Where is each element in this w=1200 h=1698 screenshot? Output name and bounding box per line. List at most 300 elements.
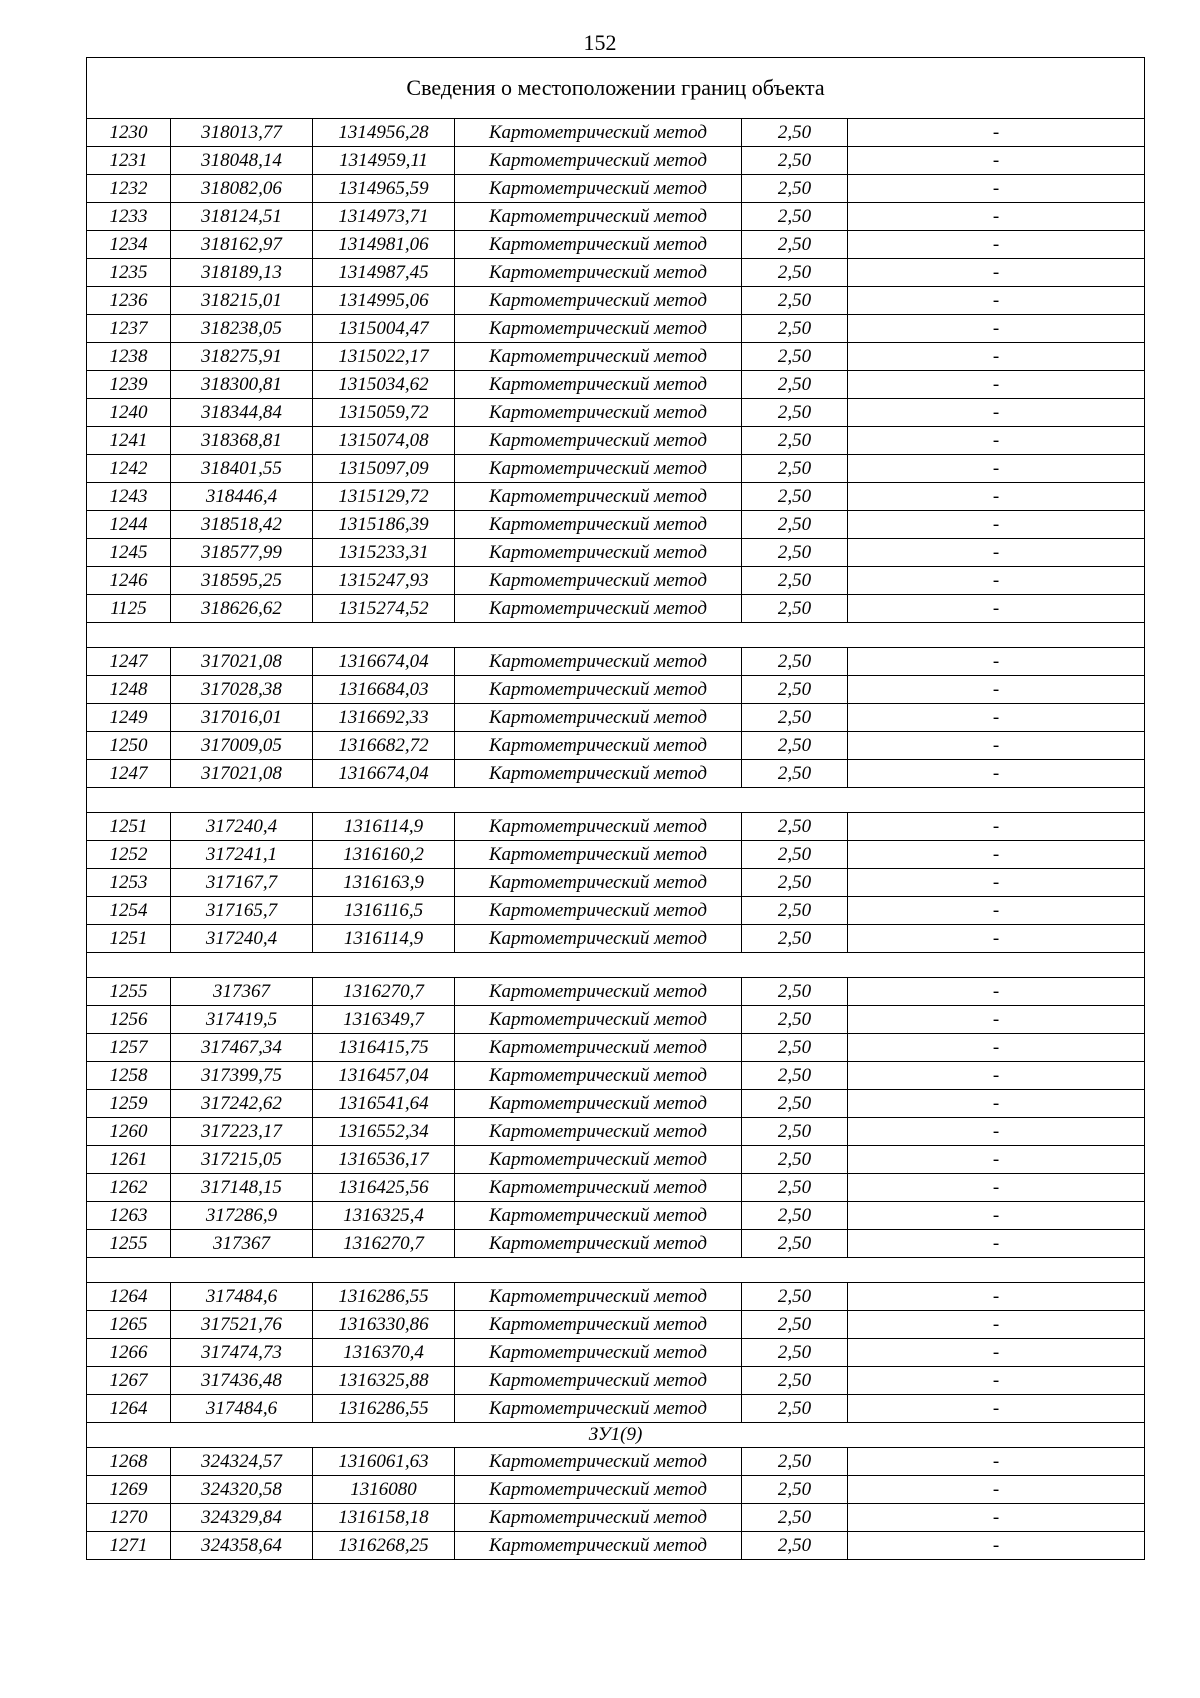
- y-coordinate-cell: 1315097,09: [313, 455, 455, 483]
- x-coordinate-cell: 318626,62: [171, 595, 313, 623]
- x-coordinate-cell: 318215,01: [171, 287, 313, 315]
- method-cell: Картометрический метод: [455, 1283, 742, 1311]
- description-cell: -: [848, 1174, 1145, 1202]
- method-cell: Картометрический метод: [455, 1174, 742, 1202]
- x-coordinate-cell: 317419,5: [171, 1006, 313, 1034]
- table-row: [87, 760, 1145, 788]
- y-coordinate-cell: 1316457,04: [313, 1062, 455, 1090]
- x-coordinate-cell: 318124,51: [171, 203, 313, 231]
- separator-row: [87, 623, 1145, 648]
- accuracy-cell: 2,50: [742, 841, 848, 869]
- accuracy-cell: 2,50: [742, 287, 848, 315]
- separator-cell: [87, 1258, 1145, 1283]
- x-coordinate-cell: 317399,75: [171, 1062, 313, 1090]
- table-row: [87, 343, 1145, 371]
- table-row: [87, 978, 1145, 1006]
- accuracy-cell: 2,50: [742, 315, 848, 343]
- accuracy-cell: 2,50: [742, 483, 848, 511]
- table-row: [87, 259, 1145, 287]
- x-coordinate-cell: 317484,6: [171, 1395, 313, 1423]
- accuracy-cell: 2,50: [742, 1006, 848, 1034]
- point-number-cell: 1255: [87, 978, 171, 1006]
- point-number-cell: 1270: [87, 1504, 171, 1532]
- point-number-cell: 1271: [87, 1532, 171, 1560]
- accuracy-cell: 2,50: [742, 676, 848, 704]
- point-number-cell: 1243: [87, 483, 171, 511]
- accuracy-cell: 2,50: [742, 1146, 848, 1174]
- method-cell: Картометрический метод: [455, 760, 742, 788]
- accuracy-cell: 2,50: [742, 595, 848, 623]
- y-coordinate-cell: 1316325,88: [313, 1367, 455, 1395]
- method-cell: Картометрический метод: [455, 175, 742, 203]
- accuracy-cell: 2,50: [742, 1174, 848, 1202]
- point-number-cell: 1251: [87, 925, 171, 953]
- y-coordinate-cell: 1316114,9: [313, 925, 455, 953]
- accuracy-cell: 2,50: [742, 1034, 848, 1062]
- accuracy-cell: 2,50: [742, 1090, 848, 1118]
- table-row: [87, 676, 1145, 704]
- accuracy-cell: 2,50: [742, 231, 848, 259]
- y-coordinate-cell: 1316684,03: [313, 676, 455, 704]
- point-number-cell: 1250: [87, 732, 171, 760]
- accuracy-cell: 2,50: [742, 704, 848, 732]
- accuracy-cell: 2,50: [742, 732, 848, 760]
- x-coordinate-cell: 317028,38: [171, 676, 313, 704]
- table-row: [87, 869, 1145, 897]
- method-cell: Картометрический метод: [455, 732, 742, 760]
- method-cell: Картометрический метод: [455, 1448, 742, 1476]
- y-coordinate-cell: 1316270,7: [313, 978, 455, 1006]
- description-cell: -: [848, 704, 1145, 732]
- point-number-cell: 1246: [87, 567, 171, 595]
- y-coordinate-cell: 1316541,64: [313, 1090, 455, 1118]
- description-cell: -: [848, 483, 1145, 511]
- x-coordinate-cell: 318189,13: [171, 259, 313, 287]
- accuracy-cell: 2,50: [742, 1339, 848, 1367]
- table-row: [87, 595, 1145, 623]
- point-number-cell: 1255: [87, 1230, 171, 1258]
- accuracy-cell: 2,50: [742, 343, 848, 371]
- x-coordinate-cell: 317165,7: [171, 897, 313, 925]
- accuracy-cell: 2,50: [742, 925, 848, 953]
- method-cell: Картометрический метод: [455, 119, 742, 147]
- x-coordinate-cell: 317521,76: [171, 1311, 313, 1339]
- point-number-cell: 1231: [87, 147, 171, 175]
- table-row: [87, 231, 1145, 259]
- description-cell: -: [848, 1202, 1145, 1230]
- page-number: 152: [583, 30, 617, 55]
- table-row: [87, 399, 1145, 427]
- method-cell: Картометрический метод: [455, 978, 742, 1006]
- method-cell: Картометрический метод: [455, 483, 742, 511]
- description-cell: -: [848, 567, 1145, 595]
- method-cell: Картометрический метод: [455, 511, 742, 539]
- description-cell: -: [848, 1118, 1145, 1146]
- method-cell: Картометрический метод: [455, 813, 742, 841]
- x-coordinate-cell: 318082,06: [171, 175, 313, 203]
- y-coordinate-cell: 1316160,2: [313, 841, 455, 869]
- y-coordinate-cell: 1316270,7: [313, 1230, 455, 1258]
- method-cell: Картометрический метод: [455, 704, 742, 732]
- method-cell: Картометрический метод: [455, 1532, 742, 1560]
- point-number-cell: 1235: [87, 259, 171, 287]
- description-cell: -: [848, 1476, 1145, 1504]
- accuracy-cell: 2,50: [742, 1395, 848, 1423]
- table-title-row: [87, 58, 1145, 119]
- method-cell: Картометрический метод: [455, 595, 742, 623]
- table-row: [87, 1283, 1145, 1311]
- accuracy-cell: 2,50: [742, 1448, 848, 1476]
- x-coordinate-cell: 324329,84: [171, 1504, 313, 1532]
- table-row: [87, 287, 1145, 315]
- x-coordinate-cell: 318518,42: [171, 511, 313, 539]
- x-coordinate-cell: 317474,73: [171, 1339, 313, 1367]
- y-coordinate-cell: 1316682,72: [313, 732, 455, 760]
- boundary-coordinates-table: [86, 57, 1145, 1560]
- table-row: [87, 1202, 1145, 1230]
- description-cell: -: [848, 259, 1145, 287]
- description-cell: -: [848, 287, 1145, 315]
- description-cell: -: [848, 1283, 1145, 1311]
- description-cell: -: [848, 175, 1145, 203]
- y-coordinate-cell: 1315186,39: [313, 511, 455, 539]
- description-cell: -: [848, 1034, 1145, 1062]
- table-row: [87, 119, 1145, 147]
- x-coordinate-cell: 317021,08: [171, 648, 313, 676]
- table-row: [87, 1230, 1145, 1258]
- table-row: [87, 1367, 1145, 1395]
- table-row: [87, 1504, 1145, 1532]
- point-number-cell: 1268: [87, 1448, 171, 1476]
- y-coordinate-cell: 1315233,31: [313, 539, 455, 567]
- point-number-cell: 1264: [87, 1283, 171, 1311]
- accuracy-cell: 2,50: [742, 1532, 848, 1560]
- point-number-cell: 1260: [87, 1118, 171, 1146]
- description-cell: -: [848, 1230, 1145, 1258]
- y-coordinate-cell: 1316158,18: [313, 1504, 455, 1532]
- description-cell: -: [848, 1006, 1145, 1034]
- table-row: [87, 1034, 1145, 1062]
- accuracy-cell: 2,50: [742, 119, 848, 147]
- method-cell: Картометрический метод: [455, 1504, 742, 1532]
- point-number-cell: 1252: [87, 841, 171, 869]
- separator-row: [87, 1258, 1145, 1283]
- y-coordinate-cell: 1315004,47: [313, 315, 455, 343]
- point-number-cell: 1237: [87, 315, 171, 343]
- method-cell: Картометрический метод: [455, 1367, 742, 1395]
- description-cell: -: [848, 1311, 1145, 1339]
- table-row: [87, 455, 1145, 483]
- description-cell: -: [848, 1448, 1145, 1476]
- accuracy-cell: 2,50: [742, 869, 848, 897]
- description-cell: -: [848, 869, 1145, 897]
- table-row: [87, 427, 1145, 455]
- method-cell: Картометрический метод: [455, 1062, 742, 1090]
- table-row: [87, 1174, 1145, 1202]
- accuracy-cell: 2,50: [742, 1504, 848, 1532]
- method-cell: Картометрический метод: [455, 1146, 742, 1174]
- separator-row: [87, 953, 1145, 978]
- description-cell: -: [848, 343, 1145, 371]
- method-cell: Картометрический метод: [455, 1034, 742, 1062]
- table-row: [87, 511, 1145, 539]
- point-number-cell: 1266: [87, 1339, 171, 1367]
- x-coordinate-cell: 317215,05: [171, 1146, 313, 1174]
- point-number-cell: 1244: [87, 511, 171, 539]
- point-number-cell: 1262: [87, 1174, 171, 1202]
- description-cell: -: [848, 371, 1145, 399]
- method-cell: Картометрический метод: [455, 455, 742, 483]
- x-coordinate-cell: 318013,77: [171, 119, 313, 147]
- point-number-cell: 1263: [87, 1202, 171, 1230]
- description-cell: -: [848, 455, 1145, 483]
- method-cell: Картометрический метод: [455, 1202, 742, 1230]
- accuracy-cell: 2,50: [742, 1476, 848, 1504]
- y-coordinate-cell: 1316080: [313, 1476, 455, 1504]
- point-number-cell: 1259: [87, 1090, 171, 1118]
- method-cell: Картометрический метод: [455, 869, 742, 897]
- x-coordinate-cell: 324324,57: [171, 1448, 313, 1476]
- method-cell: Картометрический метод: [455, 427, 742, 455]
- description-cell: -: [848, 1062, 1145, 1090]
- table-row: [87, 1311, 1145, 1339]
- accuracy-cell: 2,50: [742, 371, 848, 399]
- x-coordinate-cell: 317223,17: [171, 1118, 313, 1146]
- point-number-cell: 1247: [87, 760, 171, 788]
- table-row: [87, 813, 1145, 841]
- x-coordinate-cell: 317241,1: [171, 841, 313, 869]
- x-coordinate-cell: 317021,08: [171, 760, 313, 788]
- point-number-cell: 1232: [87, 175, 171, 203]
- y-coordinate-cell: 1314995,06: [313, 287, 455, 315]
- table-row: [87, 1395, 1145, 1423]
- y-coordinate-cell: 1316425,56: [313, 1174, 455, 1202]
- table-row: [87, 1090, 1145, 1118]
- separator-cell: [87, 623, 1145, 648]
- section-label: ЗУ1(9): [87, 1423, 1145, 1448]
- description-cell: -: [848, 732, 1145, 760]
- accuracy-cell: 2,50: [742, 567, 848, 595]
- x-coordinate-cell: 317009,05: [171, 732, 313, 760]
- accuracy-cell: 2,50: [742, 1283, 848, 1311]
- method-cell: Картометрический метод: [455, 648, 742, 676]
- method-cell: Картометрический метод: [455, 315, 742, 343]
- description-cell: -: [848, 841, 1145, 869]
- x-coordinate-cell: 318446,4: [171, 483, 313, 511]
- accuracy-cell: 2,50: [742, 427, 848, 455]
- method-cell: Картометрический метод: [455, 1090, 742, 1118]
- x-coordinate-cell: 317240,4: [171, 813, 313, 841]
- x-coordinate-cell: 317467,34: [171, 1034, 313, 1062]
- description-cell: -: [848, 1146, 1145, 1174]
- table-row: [87, 483, 1145, 511]
- table-row: [87, 1532, 1145, 1560]
- y-coordinate-cell: 1316116,5: [313, 897, 455, 925]
- y-coordinate-cell: 1315274,52: [313, 595, 455, 623]
- x-coordinate-cell: 318238,05: [171, 315, 313, 343]
- description-cell: -: [848, 1504, 1145, 1532]
- accuracy-cell: 2,50: [742, 760, 848, 788]
- table-row: [87, 1476, 1145, 1504]
- description-cell: -: [848, 813, 1145, 841]
- description-cell: -: [848, 1339, 1145, 1367]
- method-cell: Картометрический метод: [455, 1230, 742, 1258]
- method-cell: Картометрический метод: [455, 1118, 742, 1146]
- accuracy-cell: 2,50: [742, 1202, 848, 1230]
- accuracy-cell: 2,50: [742, 511, 848, 539]
- method-cell: Картометрический метод: [455, 343, 742, 371]
- separator-cell: [87, 788, 1145, 813]
- description-cell: -: [848, 399, 1145, 427]
- table-row: [87, 1006, 1145, 1034]
- table-row: [87, 704, 1145, 732]
- y-coordinate-cell: 1316163,9: [313, 869, 455, 897]
- y-coordinate-cell: 1314965,59: [313, 175, 455, 203]
- method-cell: Картометрический метод: [455, 259, 742, 287]
- method-cell: Картометрический метод: [455, 231, 742, 259]
- y-coordinate-cell: 1316674,04: [313, 648, 455, 676]
- accuracy-cell: 2,50: [742, 455, 848, 483]
- method-cell: Картометрический метод: [455, 1395, 742, 1423]
- accuracy-cell: 2,50: [742, 1118, 848, 1146]
- x-coordinate-cell: 317367: [171, 978, 313, 1006]
- table-row: [87, 315, 1145, 343]
- table-row: [87, 371, 1145, 399]
- description-cell: -: [848, 539, 1145, 567]
- table-row: [87, 841, 1145, 869]
- y-coordinate-cell: 1316692,33: [313, 704, 455, 732]
- y-coordinate-cell: 1314987,45: [313, 259, 455, 287]
- description-cell: -: [848, 147, 1145, 175]
- description-cell: -: [848, 1090, 1145, 1118]
- accuracy-cell: 2,50: [742, 897, 848, 925]
- y-coordinate-cell: 1316536,17: [313, 1146, 455, 1174]
- point-number-cell: 1249: [87, 704, 171, 732]
- table-row: [87, 175, 1145, 203]
- x-coordinate-cell: 318048,14: [171, 147, 313, 175]
- description-cell: -: [848, 1367, 1145, 1395]
- x-coordinate-cell: 317367: [171, 1230, 313, 1258]
- table-row: [87, 1118, 1145, 1146]
- table-row: [87, 539, 1145, 567]
- y-coordinate-cell: 1316674,04: [313, 760, 455, 788]
- description-cell: -: [848, 595, 1145, 623]
- description-cell: -: [848, 315, 1145, 343]
- method-cell: Картометрический метод: [455, 676, 742, 704]
- y-coordinate-cell: 1314959,11: [313, 147, 455, 175]
- table-row: [87, 1448, 1145, 1476]
- y-coordinate-cell: 1315034,62: [313, 371, 455, 399]
- method-cell: Картометрический метод: [455, 539, 742, 567]
- description-cell: -: [848, 1395, 1145, 1423]
- y-coordinate-cell: 1315059,72: [313, 399, 455, 427]
- accuracy-cell: 2,50: [742, 1230, 848, 1258]
- accuracy-cell: 2,50: [742, 203, 848, 231]
- x-coordinate-cell: 318300,81: [171, 371, 313, 399]
- y-coordinate-cell: 1314956,28: [313, 119, 455, 147]
- x-coordinate-cell: 318401,55: [171, 455, 313, 483]
- point-number-cell: 1230: [87, 119, 171, 147]
- method-cell: Картометрический метод: [455, 897, 742, 925]
- table-row: [87, 897, 1145, 925]
- y-coordinate-cell: 1316286,55: [313, 1395, 455, 1423]
- section-header-row: [87, 1423, 1145, 1448]
- point-number-cell: 1256: [87, 1006, 171, 1034]
- description-cell: -: [848, 231, 1145, 259]
- table-row: [87, 1339, 1145, 1367]
- description-cell: -: [848, 676, 1145, 704]
- accuracy-cell: 2,50: [742, 259, 848, 287]
- point-number-cell: 1254: [87, 897, 171, 925]
- y-coordinate-cell: 1316325,4: [313, 1202, 455, 1230]
- method-cell: Картометрический метод: [455, 567, 742, 595]
- table-title: Сведения о местоположении границ объекта: [87, 58, 1145, 119]
- accuracy-cell: 2,50: [742, 1367, 848, 1395]
- y-coordinate-cell: 1316330,86: [313, 1311, 455, 1339]
- accuracy-cell: 2,50: [742, 813, 848, 841]
- description-cell: -: [848, 511, 1145, 539]
- y-coordinate-cell: 1315129,72: [313, 483, 455, 511]
- point-number-cell: 1267: [87, 1367, 171, 1395]
- description-cell: -: [848, 427, 1145, 455]
- x-coordinate-cell: 317436,48: [171, 1367, 313, 1395]
- description-cell: -: [848, 897, 1145, 925]
- y-coordinate-cell: 1314973,71: [313, 203, 455, 231]
- description-cell: -: [848, 1532, 1145, 1560]
- x-coordinate-cell: 318162,97: [171, 231, 313, 259]
- point-number-cell: 1240: [87, 399, 171, 427]
- point-number-cell: 1257: [87, 1034, 171, 1062]
- accuracy-cell: 2,50: [742, 175, 848, 203]
- point-number-cell: 1125: [87, 595, 171, 623]
- point-number-cell: 1241: [87, 427, 171, 455]
- x-coordinate-cell: 317240,4: [171, 925, 313, 953]
- x-coordinate-cell: 318344,84: [171, 399, 313, 427]
- x-coordinate-cell: 324320,58: [171, 1476, 313, 1504]
- point-number-cell: 1269: [87, 1476, 171, 1504]
- method-cell: Картометрический метод: [455, 925, 742, 953]
- accuracy-cell: 2,50: [742, 648, 848, 676]
- table-row: [87, 925, 1145, 953]
- table-row: [87, 1062, 1145, 1090]
- x-coordinate-cell: 317167,7: [171, 869, 313, 897]
- table-row: [87, 147, 1145, 175]
- x-coordinate-cell: 318577,99: [171, 539, 313, 567]
- accuracy-cell: 2,50: [742, 1062, 848, 1090]
- accuracy-cell: 2,50: [742, 539, 848, 567]
- point-number-cell: 1253: [87, 869, 171, 897]
- y-coordinate-cell: 1316286,55: [313, 1283, 455, 1311]
- accuracy-cell: 2,50: [742, 399, 848, 427]
- method-cell: Картометрический метод: [455, 287, 742, 315]
- point-number-cell: 1261: [87, 1146, 171, 1174]
- point-number-cell: 1245: [87, 539, 171, 567]
- x-coordinate-cell: 317016,01: [171, 704, 313, 732]
- method-cell: Картометрический метод: [455, 147, 742, 175]
- point-number-cell: 1238: [87, 343, 171, 371]
- method-cell: Картометрический метод: [455, 399, 742, 427]
- separator-cell: [87, 953, 1145, 978]
- method-cell: Картометрический метод: [455, 371, 742, 399]
- y-coordinate-cell: 1315022,17: [313, 343, 455, 371]
- point-number-cell: 1264: [87, 1395, 171, 1423]
- method-cell: Картометрический метод: [455, 1006, 742, 1034]
- method-cell: Картометрический метод: [455, 1311, 742, 1339]
- x-coordinate-cell: 318275,91: [171, 343, 313, 371]
- point-number-cell: 1233: [87, 203, 171, 231]
- x-coordinate-cell: 318368,81: [171, 427, 313, 455]
- table-body: [87, 58, 1145, 1560]
